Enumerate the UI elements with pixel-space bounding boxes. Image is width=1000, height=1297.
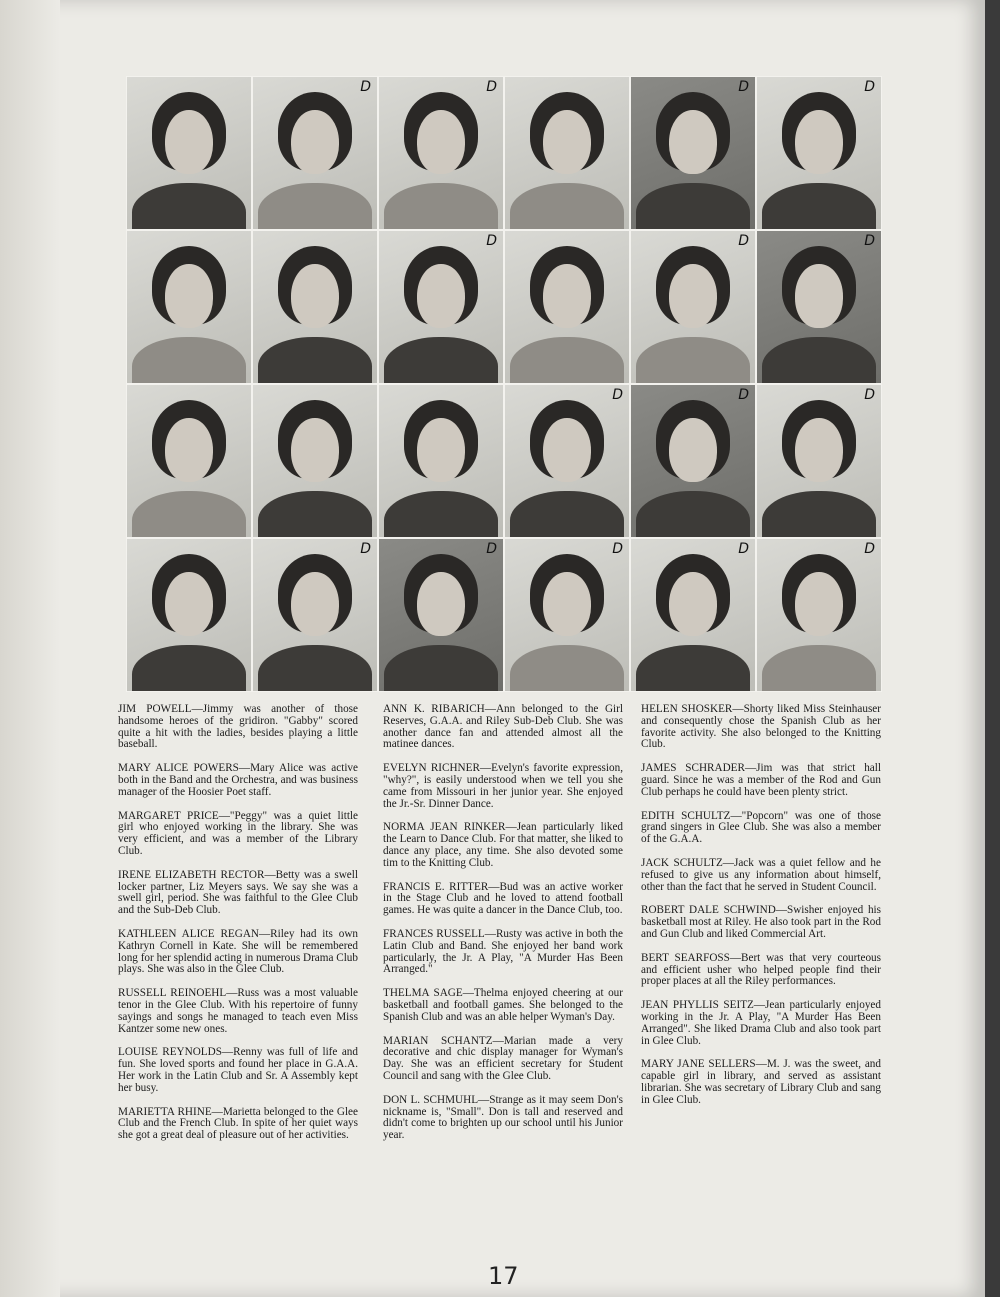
student-portrait (378, 538, 504, 692)
portrait-shoulders (132, 337, 246, 384)
student-portrait (252, 230, 378, 384)
page-spine-shadow (0, 0, 60, 1297)
student-biography: IRENE ELIZABETH RECTOR—Betty was a swell locker partner, Liz Meyers says. We say she was a swell girl, period. She was faithful to the Glee Club and the Sub-Deb Club. (118, 868, 358, 917)
biography-column-3 (641, 704, 881, 1119)
student-portrait (756, 384, 882, 538)
student-portrait (126, 538, 252, 692)
handwritten-mark: D (738, 233, 749, 249)
handwritten-mark: D (486, 541, 497, 557)
student-biography: FRANCES RUSSELL—Rusty was active in both the Latin Club and Band. She enjoyed her band work particularly, the Jr. A Play, "A Murder Has Been Arranged." (383, 927, 623, 976)
portrait-face (795, 264, 842, 328)
portrait-shoulders (384, 337, 498, 384)
student-biography: JIM POWELL—Jimmy was another of those handsome heroes of the gridiron. "Gabby" scored quite a hit with the ladies, besides playing a little baseball. (118, 703, 358, 751)
student-portrait (378, 230, 504, 384)
portrait-face (543, 572, 590, 636)
student-biography: LOUISE REYNOLDS—Renny was full of life and fun. She loved sports and found her place in G.A.A. Her work in the Latin Club and Sr. A Assembly kept her busy. (118, 1046, 358, 1094)
portrait-face (165, 110, 212, 174)
student-biography: JACK SCHULTZ—Jack was a quiet fellow and he refused to give us any information about himself, other than the fact that he served in Student Council. (641, 856, 881, 893)
student-biography: MARGARET PRICE—"Peggy" was a quiet little girl who enjoyed working in the library. She was very efficient, and was a member of the Library Club. (118, 809, 358, 857)
student-biography: MARIAN SCHANTZ—Marian made a very decorative and chic display manager for Wyman's Day. She was an efficient secretary for Student Council and sang with the Glee Club. (383, 1034, 623, 1082)
portrait-shoulders (258, 645, 372, 692)
handwritten-mark: D (486, 79, 497, 95)
student-portrait (630, 76, 756, 230)
biography-columns (118, 704, 882, 1264)
student-biography: HELEN SHOSKER—Shorty liked Miss Steinhauser and consequently chose the Spanish Club as her favorite activity. She also belonged to the Knitting Club. (641, 703, 881, 751)
portrait-shoulders (636, 183, 750, 230)
portrait-shoulders (762, 491, 876, 538)
handwritten-mark: D (486, 233, 497, 249)
portrait-face (543, 418, 590, 482)
portrait-shoulders (258, 337, 372, 384)
portrait-face (165, 572, 212, 636)
student-biography: BERT SEARFOSS—Bert was that very courteous and efficient usher who helped people find their proper places at all the Riley performances. (641, 951, 881, 988)
student-portrait (630, 538, 756, 692)
portrait-face (543, 110, 590, 174)
student-portrait (504, 76, 630, 230)
portrait-shoulders (258, 183, 372, 230)
student-portrait (756, 76, 882, 230)
portrait-shoulders (762, 183, 876, 230)
student-portrait (126, 230, 252, 384)
student-portrait (252, 76, 378, 230)
handwritten-mark: D (360, 79, 371, 95)
student-portrait (126, 384, 252, 538)
portrait-face (669, 264, 716, 328)
student-portrait (504, 538, 630, 692)
portrait-face (291, 572, 338, 636)
handwritten-mark: D (612, 541, 623, 557)
student-biography: MARIETTA RHINE—Marietta belonged to the Glee Club and the French Club. In spite of her quiet ways she got a great deal of pleasure out of her activities. (118, 1105, 358, 1142)
student-biography: ANN K. RIBARICH—Ann belonged to the Girl Reserves, G.A.A. and Riley Sub-Deb Club. She was another dance fan and attended almost all the matinee dances. (383, 703, 623, 751)
handwritten-mark: D (864, 233, 875, 249)
portrait-shoulders (510, 645, 624, 692)
student-portrait (756, 538, 882, 692)
handwritten-mark: D (360, 541, 371, 557)
portrait-face (291, 264, 338, 328)
portrait-face (417, 264, 464, 328)
handwritten-mark: D (738, 387, 749, 403)
portrait-shoulders (384, 183, 498, 230)
student-biography: EVELYN RICHNER—Evelyn's favorite expression, "why?", is easily understood when we tell you she came from Missouri in her junior year. She enjoyed the Jr.-Sr. Dinner Dance. (383, 762, 623, 810)
student-biography: MARY ALICE POWERS—Mary Alice was active both in the Band and the Orchestra, and was business manager of the Hoosier Poet staff. (118, 762, 358, 798)
student-portrait (378, 384, 504, 538)
portrait-shoulders (762, 337, 876, 384)
student-biography: FRANCIS E. RITTER—Bud was an active worker in the Stage Club and he loved to attend football games. He was quite a dancer in the Dance Club, too. (383, 880, 623, 917)
portrait-face (543, 264, 590, 328)
portrait-shoulders (132, 183, 246, 230)
handwritten-mark: D (612, 387, 623, 403)
student-portrait (126, 76, 252, 230)
student-biography: RUSSELL REINOEHL—Russ was a most valuable tenor in the Glee Club. With his repertoire of funny sayings and songs he managed to teach even Miss Kantzer some new ones. (118, 987, 358, 1035)
portrait-shoulders (762, 645, 876, 692)
student-biography: MARY JANE SELLERS—M. J. was the sweet, and capable girl in library, and served as assistant librarian. She was secretary of Library Club and sang in Glee Club. (641, 1058, 881, 1106)
portrait-face (795, 418, 842, 482)
portrait-face (669, 572, 716, 636)
portrait-shoulders (510, 337, 624, 384)
portrait-shoulders (510, 491, 624, 538)
page-number: 17 (488, 1262, 519, 1290)
student-portrait (252, 538, 378, 692)
portrait-face (669, 110, 716, 174)
portrait-face (165, 264, 212, 328)
portrait-face (291, 110, 338, 174)
portrait-face (795, 572, 842, 636)
portrait-shoulders (132, 645, 246, 692)
portrait-face (417, 418, 464, 482)
portrait-face (795, 110, 842, 174)
portrait-face (291, 418, 338, 482)
student-biography: ROBERT DALE SCHWIND—Swisher enjoyed his basketball most at Riley. He also took part in the Rod and Gun Club and liked Commercial Art. (641, 904, 881, 940)
portrait-shoulders (636, 337, 750, 384)
handwritten-mark: D (864, 79, 875, 95)
student-portrait (756, 230, 882, 384)
portrait-shoulders (384, 491, 498, 538)
portrait-shoulders (132, 491, 246, 538)
portrait-face (165, 418, 212, 482)
student-portrait (630, 384, 756, 538)
student-biography: EDITH SCHULTZ—"Popcorn" was one of those grand singers in Glee Club. She was also a member of the G.A.A. (641, 809, 881, 846)
portrait-grid (126, 76, 882, 692)
handwritten-mark: D (738, 541, 749, 557)
student-portrait (504, 230, 630, 384)
portrait-face (669, 418, 716, 482)
student-biography: KATHLEEN ALICE REGAN—Riley had its own Kathryn Cornell in Kate. She will be remembered long for her splendid acting in numerous Drama Club plays. She was also in the Glee Club. (118, 927, 358, 976)
student-biography: THELMA SAGE—Thelma enjoyed cheering at our basketball and football games. She belonged to the Spanish Club and was an able helper Wyman's Day. (383, 987, 623, 1023)
portrait-shoulders (636, 645, 750, 692)
portrait-shoulders (384, 645, 498, 692)
portrait-shoulders (636, 491, 750, 538)
portrait-shoulders (258, 491, 372, 538)
student-portrait (504, 384, 630, 538)
portrait-shoulders (510, 183, 624, 230)
student-portrait (252, 384, 378, 538)
student-biography: DON L. SCHMUHL—Strange as it may seem Don's nickname is, "Small". Don is tall and reserved and didn't come to brighten up our school until his Junior year. (383, 1093, 623, 1142)
handwritten-mark: D (864, 387, 875, 403)
student-portrait (630, 230, 756, 384)
portrait-face (417, 572, 464, 636)
student-biography: JEAN PHYLLIS SEITZ—Jean particularly enjoyed working in the Jr. A Play, "A Murder Has Been Arranged". She liked Drama Club and also took part in Glee Club. (641, 999, 881, 1047)
portrait-face (417, 110, 464, 174)
student-biography: NORMA JEAN RINKER—Jean particularly liked the Learn to Dance Club. For that matter, she liked to dance any place, any time. She also devoted some tim to the Knitting Club. (383, 821, 623, 869)
handwritten-mark: D (738, 79, 749, 95)
handwritten-mark: D (864, 541, 875, 557)
student-portrait (378, 76, 504, 230)
student-biography: JAMES SCHRADER—Jim was that strict hall guard. Since he was a member of the Rod and Gun Club perhaps he could have been plenty strict. (641, 762, 881, 798)
biography-column-2 (383, 704, 623, 1154)
biography-column-1 (118, 704, 358, 1154)
